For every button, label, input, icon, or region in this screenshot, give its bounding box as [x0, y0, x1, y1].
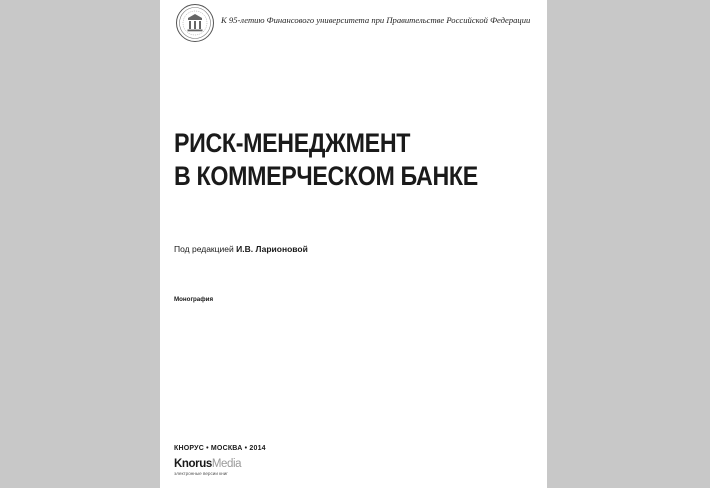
book-title: [174, 127, 478, 193]
genre-label: Монография: [174, 296, 214, 303]
publisher-imprint: КНОРУС • МОСКВА • 2014: [174, 445, 266, 452]
logo-part-media: Media: [211, 458, 242, 470]
university-seal-icon: [175, 3, 215, 43]
logo-part-knorus: Knorus: [174, 458, 212, 470]
editor-name: И.В. Ларионовой: [236, 244, 308, 254]
book-title-line-1: РИСК-МЕНЕДЖМЕНТ: [174, 128, 411, 158]
editor-prefix: Под редакцией: [174, 244, 237, 254]
book-title-line-2: В КОММЕРЧЕСКОМ БАНКЕ: [174, 161, 478, 191]
logo-tagline: электронные версии книг: [174, 471, 228, 476]
editor-credit: [174, 244, 308, 254]
knorus-media-logo: [174, 458, 241, 470]
dedication-text: К 95-летию Финансового университета при Правительстве Российской Федерации: [221, 15, 531, 25]
document-page: [160, 0, 547, 488]
